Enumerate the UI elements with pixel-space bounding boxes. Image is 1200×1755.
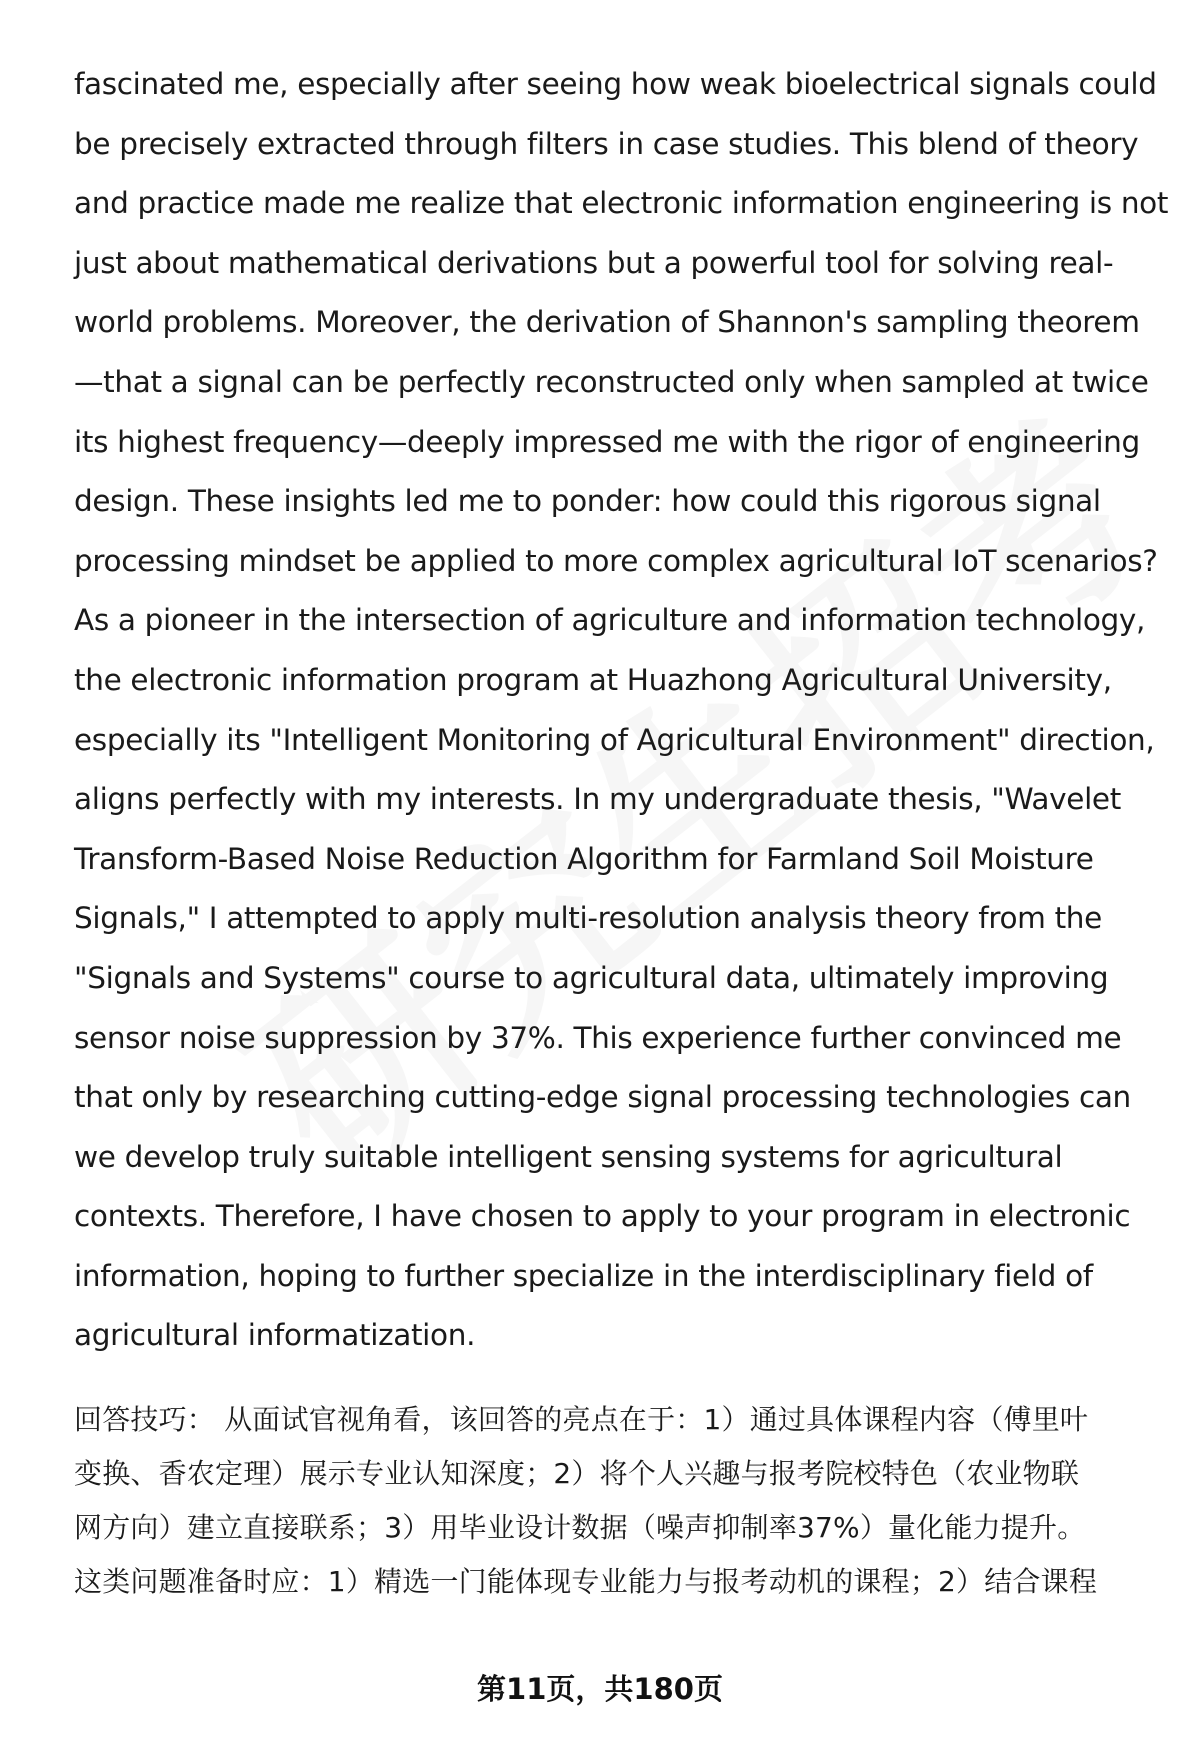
- paragraph-line: —that a signal can be perfectly reconstructed only when sampled at twice: [74, 364, 1149, 399]
- paragraph-line: be precisely extracted through filters in case studies. This blend of theory: [74, 126, 1139, 161]
- paragraph-line: processing mindset be applied to more complex agricultural IoT scenarios?: [74, 543, 1158, 578]
- paragraph-line: contexts. Therefore, I have chosen to apply to your program in electronic: [74, 1199, 1131, 1234]
- paragraph-line: especially its "Intelligent Monitoring of Agricultural Environment" direction,: [74, 722, 1155, 757]
- page-number: 第11页，共180页: [477, 1672, 723, 1706]
- paragraph-line: agricultural informatization.: [74, 1318, 476, 1353]
- tips-line: 回答技巧： 从面试官视角看，该回答的亮点在于：1）通过具体课程内容（傅里叶: [74, 1403, 1089, 1436]
- paragraph-line: As a pioneer in the intersection of agriculture and information technology,: [74, 603, 1146, 638]
- paragraph-line: that only by researching cutting-edge signal processing technologies can: [74, 1080, 1131, 1115]
- paragraph-line: Signals," I attempted to apply multi-resolution analysis theory from the: [74, 901, 1102, 936]
- paragraph-line: its highest frequency—deeply impressed me with the rigor of engineering: [74, 424, 1140, 459]
- paragraph-line: design. These insights led me to ponder: how could this rigorous signal: [74, 484, 1101, 519]
- paragraph-line: information, hoping to further specialize in the interdisciplinary field of: [74, 1258, 1093, 1293]
- paragraph-line: and practice made me realize that electronic information engineering is not: [74, 186, 1169, 221]
- paragraph-line: world problems. Moreover, the derivation of Shannon's sampling theorem: [74, 305, 1140, 340]
- paragraph-line: we develop truly suitable intelligent sensing systems for agricultural: [74, 1139, 1063, 1174]
- document-body: [74, 55, 1169, 1366]
- paragraph-line: aligns perfectly with my interests. In my undergraduate thesis, "Wavelet: [74, 782, 1121, 817]
- tips-line: 网方向）建立直接联系；3）用毕业设计数据（噪声抑制率37%）量化能力提升。: [74, 1511, 1086, 1544]
- paragraph-line: Transform-Based Noise Reduction Algorithm for Farmland Soil Moisture: [74, 841, 1094, 876]
- paragraph-line: the electronic information program at Huazhong Agricultural University,: [74, 662, 1112, 697]
- tips-line: 变换、香农定理）展示专业认知深度；2）将个人兴趣与报考院校特色（农业物联: [74, 1457, 1080, 1490]
- paragraph-line: sensor noise suppression by 37%. This experience further convinced me: [74, 1020, 1122, 1055]
- tips-line: 这类问题准备时应：1）精选一门能体现专业能力与报考动机的课程；2）结合课程: [74, 1565, 1098, 1598]
- paragraph-line: fascinated me, especially after seeing how weak bioelectrical signals could: [74, 67, 1157, 101]
- paragraph-line: just about mathematical derivations but a powerful tool for solving real-: [74, 245, 1114, 280]
- paragraph-line: "Signals and Systems" course to agricultural data, ultimately improving: [74, 960, 1109, 995]
- answer-tips: [74, 1393, 1154, 1609]
